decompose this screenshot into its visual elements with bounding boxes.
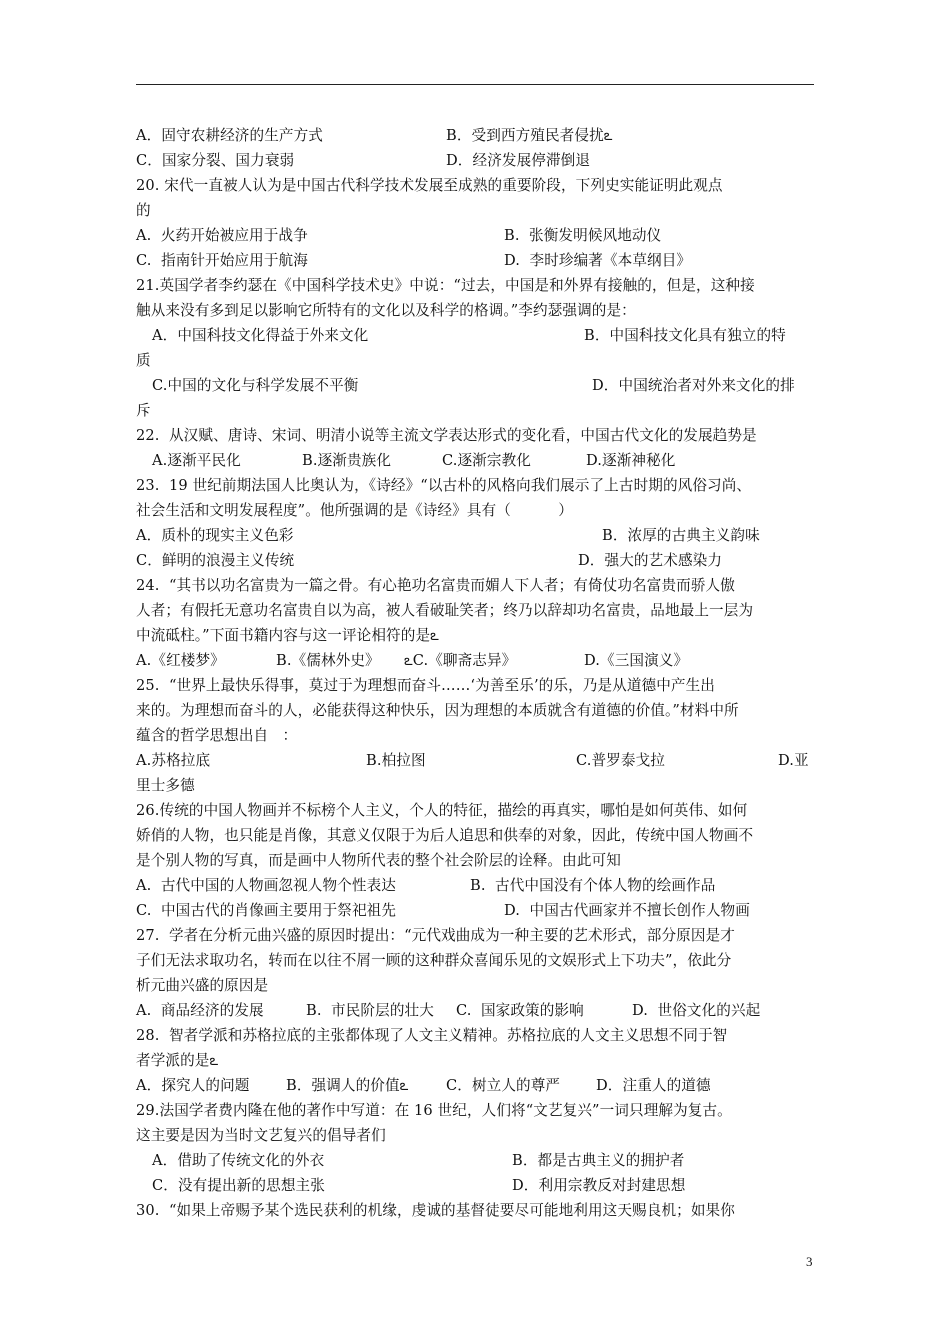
option-c: C.逐渐宗教化 — [442, 452, 531, 469]
option-b: B. 市民阶层的壮大 — [306, 1002, 434, 1019]
question-23-stem: 23. 19 世纪前期法国人比奥认为，《诗经》“以古朴的风格向我们展示了上古时期的风俗习尚、 — [136, 477, 752, 494]
option-c: ఽC.《聊斋志异》 — [404, 652, 517, 669]
option-d: D．强大的艺术感染力 — [578, 552, 723, 569]
question-25-stem: 25. “世界上最快乐得事，莫过于为理想而奋斗……‘为善至乐’的乐，乃是从道德中产生出 — [136, 677, 716, 694]
option-d: D.逐渐神秘化 — [586, 452, 676, 469]
question-20-stem: 20. 宋代一直被人认为是中国古代科学技术发展至成熟的重要阶段，下列史实能证明此观点 — [136, 177, 723, 194]
header-rule — [136, 84, 814, 85]
option-b: B. 古代中国没有个体人物的绘画作品 — [470, 877, 716, 894]
option-b: B．都是古典主义的拥护者 — [512, 1152, 685, 1169]
option-a: A.《红楼梦》 — [136, 652, 225, 669]
question-21-stem: 触从来没有多到足以影响它所特有的文化以及科学的格调。”李约瑟强调的是： — [136, 302, 636, 319]
page-number: 3 — [806, 1254, 813, 1269]
option-c: C. 国家政策的影响 — [456, 1002, 584, 1019]
question-24-stem: 人者；有假托无意功名富贵自以为高，被人看破耻笑者；终乃以辞却功名富贵，品地最上一层为 — [136, 602, 754, 619]
option-a: A．借助了传统文化的外衣 — [152, 1152, 325, 1169]
option-b: B.《儒林外史》 — [276, 652, 380, 669]
option-c: C.普罗泰戈拉 — [576, 752, 665, 769]
option-a: A.苏格拉底 — [136, 752, 211, 769]
question-20-stem: 的 — [136, 202, 151, 219]
option-a: A．固守农耕经济的生产方式 — [136, 127, 323, 144]
question-26-stem: 是个别人物的写真，而是画中人物所代表的整个社会阶层的诠释。由此可知 — [136, 852, 621, 869]
option-c: C．树立人的尊严 — [446, 1077, 561, 1094]
option-a: A. 火药开始被应用于战争 — [136, 227, 308, 244]
option-b: B．浓厚的古典主义韵味 — [602, 527, 760, 544]
option-a: A．中国科技文化得益于外来文化 — [152, 327, 369, 344]
option-b: B．强调人的价值ఽ — [286, 1077, 409, 1094]
option-b: B.柏拉图 — [366, 752, 426, 769]
option-d: D．中国统治者对外来文化的排 — [592, 377, 795, 394]
option-d: D. 李时珍编著《本草纲目》 — [504, 252, 692, 269]
option-b-wrap: 质 — [136, 352, 151, 369]
question-28-stem: 者学派的是ఽ — [136, 1052, 219, 1069]
option-a: A. 古代中国的人物画忽视人物个性表达 — [136, 877, 396, 894]
question-26-stem: 娇俏的人物，也只能是肖像，其意义仅限于为后人追思和供奉的对象，因此，传统中国人物画不 — [136, 827, 754, 844]
question-25-stem: 蕴含的哲学思想出自 ： — [136, 727, 298, 744]
option-d: D．注重人的道德 — [596, 1077, 711, 1094]
question-24-stem: 中流砥柱。”下面书籍内容与这一评论相符的是ఽ — [136, 627, 439, 644]
option-b: B．受到西方殖民者侵扰ఽ — [446, 127, 613, 144]
question-25-stem: 来的。为理想而奋斗的人，必能获得这种快乐，因为理想的本质就含有道德的价值。”材料中所 — [136, 702, 739, 719]
option-a: A．探究人的问题 — [136, 1077, 250, 1094]
question-21-stem: 21.英国学者李约瑟在《中国科学技术史》中说：“过去，中国是和外界有接触的，但是，这种接 — [136, 277, 755, 294]
option-c: C. 中国古代的肖像画主要用于祭祀祖先 — [136, 902, 397, 919]
option-d: D.《三国演义》 — [584, 652, 689, 669]
question-28-stem: 28. 智者学派和苏格拉底的主张都体现了人文主义精神。苏格拉底的人文主义思想不同于智 — [136, 1027, 728, 1044]
question-30-stem: 30. “如果上帝赐予某个选民获利的机缘，虔诚的基督徒要尽可能地利用这天赐良机；如果你 — [136, 1202, 735, 1219]
question-29-stem: 29.法国学者费内隆在他的著作中写道：在 16 世纪，人们将“文艺复兴”一词只理解为复古。 — [136, 1102, 732, 1119]
option-d: D．利用宗教反对封建思想 — [512, 1177, 686, 1194]
option-d-wrap: 里士多德 — [136, 777, 195, 794]
question-27-stem: 子们无法求取功名，转而在以往不屑一顾的这种群众喜闻乐见的文娱形式上下功夫”，依此分 — [136, 952, 732, 969]
question-26-stem: 26.传统的中国人物画并不标榜个人主义，个人的特征，描绘的再真实，哪怕是如何英伟、如何 — [136, 802, 748, 819]
option-d: D. 世俗文化的兴起 — [632, 1002, 761, 1019]
question-22-stem: 22. 从汉赋、唐诗、宋词、明清小说等主流文学表达形式的变化看，中国古代文化的发展趋势是 — [136, 427, 757, 444]
option-a: A．质朴的现实主义色彩 — [136, 527, 294, 544]
option-d: D.亚 — [778, 752, 809, 769]
question-29-stem: 这主要是因为当时文艺复兴的倡导者们 — [136, 1127, 386, 1144]
option-d: D. 中国古代画家并不擅长创作人物画 — [504, 902, 750, 919]
option-b: B．中国科技文化具有独立的特 — [584, 327, 786, 344]
option-a: A.逐渐平民化 — [152, 452, 241, 469]
question-27-stem: 27. 学者在分析元曲兴盛的原因时提出：“元代戏曲成为一种主要的艺术形式，部分原因是才 — [136, 927, 735, 944]
option-b: B.逐渐贵族化 — [302, 452, 392, 469]
question-23-stem: 社会生活和文明发展程度”。他所强调的是《诗经》具有（ ） — [136, 502, 573, 519]
option-a: A. 商品经济的发展 — [136, 1002, 264, 1019]
option-d-wrap: 斥 — [136, 402, 151, 419]
option-c: C.中国的文化与科学发展不平衡 — [152, 377, 359, 394]
option-d: D．经济发展停滞倒退 — [446, 152, 591, 169]
question-24-stem: 24. “其书以功名富贵为一篇之骨。有心艳功名富贵而媚人下人者；有倚仗功名富贵而骄人傲 — [136, 577, 735, 594]
option-c: C．没有提出新的思想主张 — [152, 1177, 325, 1194]
option-c: C. 指南针开始应用于航海 — [136, 252, 308, 269]
option-c: C．鲜明的浪漫主义传统 — [136, 552, 295, 569]
question-27-stem: 析元曲兴盛的原因是 — [136, 977, 269, 994]
option-c: C．国家分裂、国力衰弱 — [136, 152, 295, 169]
option-b: B. 张衡发明候风地动仪 — [504, 227, 662, 244]
